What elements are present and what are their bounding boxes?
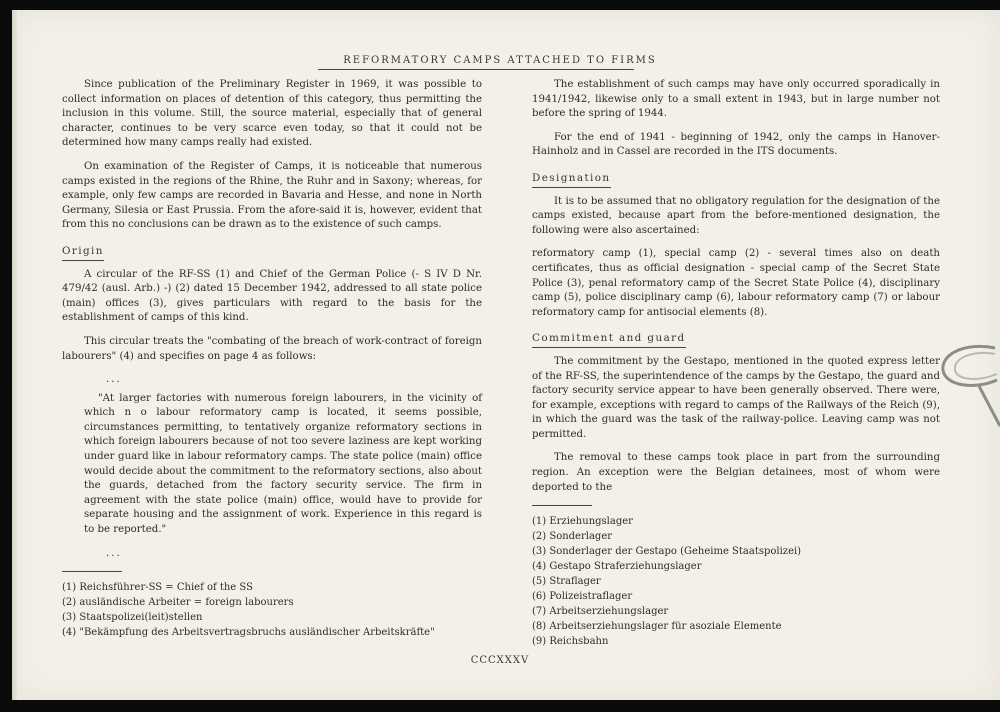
running-header: REFORMATORY CAMPS ATTACHED TO FIRMS — [343, 55, 657, 66]
footnote: (3) Staatspolizei(leit)stellen — [62, 612, 203, 624]
right-paragraph: The establishment of such camps may have only occurred sporadically in 1941/1942, likewise only to a small extent in 1943, but in large number not before the spring of 1944. — [532, 79, 940, 120]
footnote: (7) Arbeitserziehungslager — [532, 606, 669, 618]
header-underline — [318, 69, 634, 70]
section-heading-commitment: Commitment and guard — [532, 331, 686, 348]
page-number: CCCXXXV — [470, 655, 530, 666]
footnote-rule — [62, 571, 122, 572]
paper-clip-icon — [935, 340, 1000, 430]
footnote-rule — [532, 505, 592, 506]
quote-ellipsis-top: ... — [106, 374, 122, 386]
footnote: (1) Erziehungslager — [532, 516, 633, 528]
right-paragraph: reformatory camp (1), special camp (2) - several times also on death certificates, thus as official designation - special camp of the Secret State Police (3), penal reformatory camp of the Secret State Police (4), disciplinary camp (5), police disciplinary camp (6), labour reformatory camp (7) or labour reformatory camp for antisocial elements (8). — [532, 248, 940, 318]
left-paragraph: A circular of the RF-SS (1) and Chief of the German Police (- S IV D Nr. 479/42 (ausl. Arb.) -) (2) dated 15 December 1942, addressed to all state police (main) offices (3), gives particulars with regard to the basis for the establishment of camps of this kind. — [62, 268, 482, 324]
right-paragraph: For the end of 1941 - beginning of 1942, only the camps in Hanover-Hainholz and in Cassel are recorded in the ITS documents. — [532, 131, 940, 158]
quote-text: "At larger factories with numerous foreign labourers, in the vicinity of which n o labour reformatory camp is located, it seems possible, circumstances permitting, to tentatively organize reformatory sections in which foreign labourers because of not too severe laziness are kept working under guard like in labour reformatory camps. The state police (main) office would decide about the commitment to the reformatory sections, also about the guards, detached from the factory security service. The firm in agreement with the state police (main) office, would have to provide for separate housing and the assignment of work. Experience in this regard is to be reported." — [84, 392, 482, 536]
footnote: (5) Straflager — [532, 576, 601, 588]
right-footnotes — [532, 514, 940, 649]
footnote: (6) Polizeistraflager — [532, 591, 633, 603]
footnote: (2) ausländische Arbeiter = foreign labourers — [62, 597, 294, 609]
left-paragraph: This circular treats the "combating of the breach of work-contract of foreign labourers" (4) and specifies on page 4 as follows: — [62, 335, 482, 362]
right-paragraph: The removal to these camps took place in part from the surrounding region. An exception were the Belgian detainees, most of whom were deported to the — [532, 452, 940, 493]
left-column — [62, 78, 482, 640]
footnote: (4) "Bekämpfung des Arbeitsvertragsbruchs ausländischer Arbeitskräfte" — [62, 627, 435, 639]
footnote: (4) Gestapo Straferziehungslager — [532, 561, 702, 573]
footnote: (2) Sonderlager — [532, 531, 613, 543]
right-paragraph: It is to be assumed that no obligatory regulation for the designation of the camps existed, because apart from the before-mentioned designation, the following were also ascertained: — [532, 195, 940, 236]
footnote: (3) Sonderlager der Gestapo (Geheime Staatspolizei) — [532, 546, 802, 558]
right-paragraph: The commitment by the Gestapo, mentioned in the quoted express letter of the RF-SS, the superintendence of the camps by the Gestapo, the guard and factory security service appear to have been generally observed. There were, for example, exceptions with regard to camps of the Railways of the Reich (9), in which the guard was the task of the railway-police. Leaving camp was not permitted. — [532, 355, 940, 440]
block-quote — [84, 392, 482, 538]
page-spine-shadow — [12, 10, 20, 700]
left-footnotes — [62, 580, 482, 640]
footnote: (8) Arbeitserziehungslager für asoziale Elemente — [532, 621, 782, 633]
footnote: (1) Reichsführer-SS = Chief of the SS — [62, 582, 253, 594]
section-heading-designation: Designation — [532, 171, 611, 188]
footnote: (9) Reichsbahn — [532, 636, 609, 648]
right-column — [532, 78, 940, 649]
section-heading-origin: Origin — [62, 244, 104, 261]
quote-ellipsis-bottom: ... — [106, 547, 122, 559]
left-paragraph: Since publication of the Preliminary Register in 1969, it was possible to collect information on places of detention of this category, thus permitting the inclusion in this volume. Still, the source material, especially that of general character, continues to be very scarce even today, so that it could not be determined how many camps really had existed. — [62, 79, 482, 149]
left-paragraph: On examination of the Register of Camps, it is noticeable that numerous camps existed in the regions of the Rhine, the Ruhr and in Saxony; whereas, for example, only few camps are recorded in Bavaria and Hesse, and none in North Germany, Silesia or East Prussia. From the afore-said it is, however, evident that from this no conclusions can be drawn as to the existence of such camps. — [62, 160, 482, 231]
